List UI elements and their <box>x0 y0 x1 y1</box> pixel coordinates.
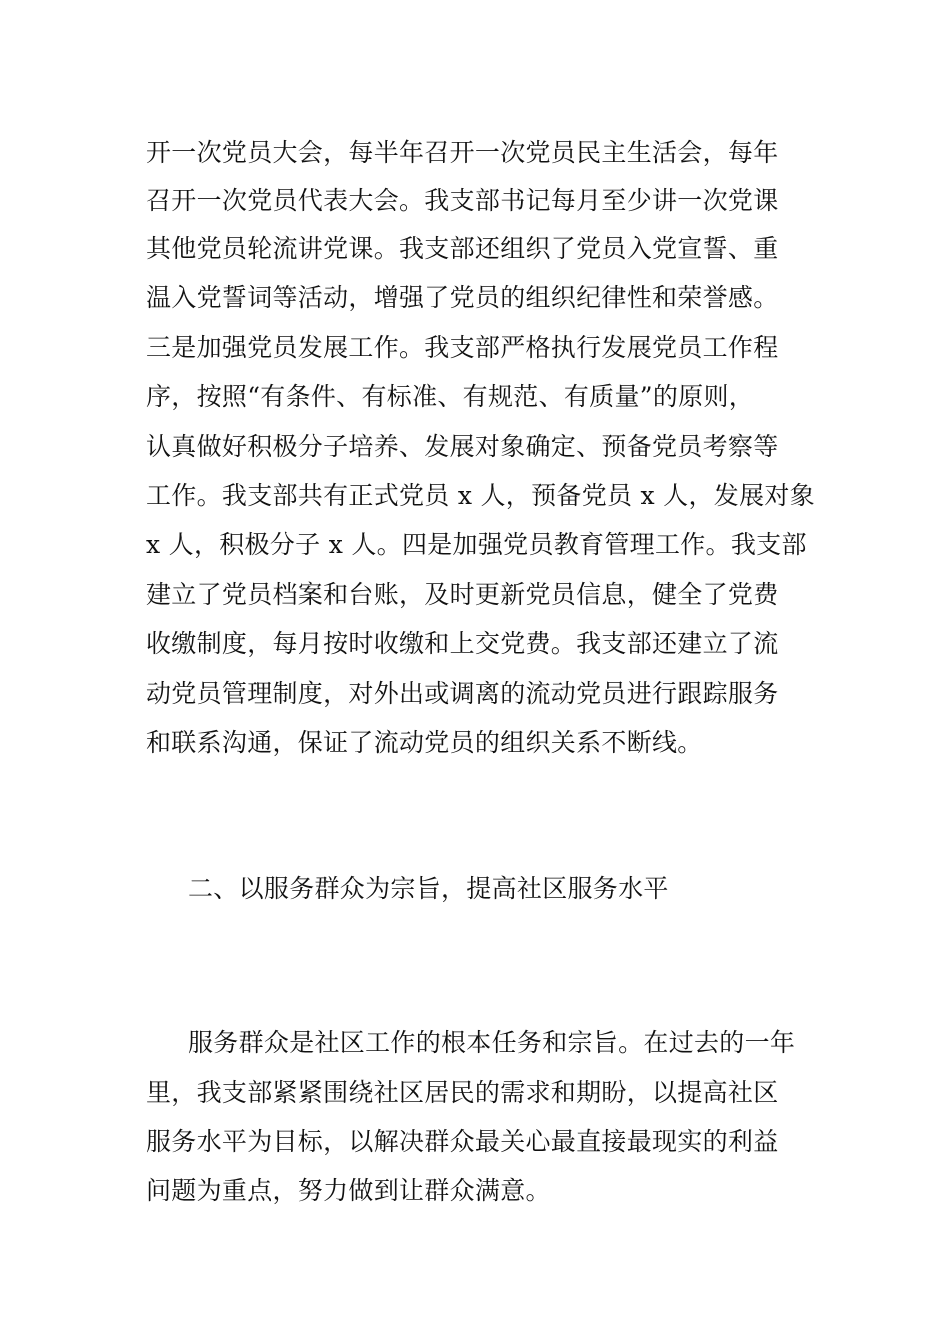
paragraph-1-line-10: 建立了党员档案和台账，及时更新党员信息，健全了党费 <box>146 580 779 609</box>
paragraph-2-line-3: 服务水平为目标，以解决群众最关心最直接最现实的利益 <box>146 1127 779 1156</box>
paragraph-1-line-13: 和联系沟通，保证了流动党员的组织关系不断线。 <box>146 728 703 757</box>
paragraph-2-line-4: 问题为重点，努力做到让群众满意。 <box>146 1176 551 1205</box>
paragraph-1-line-6: 序，按照“有条件、有标准、有规范、有质量”的原则， <box>146 382 755 411</box>
paragraph-1-line-11: 收缴制度，每月按时收缴和上交党费。我支部还建立了流 <box>146 629 779 658</box>
paragraph-2-line-2: 里，我支部紧紧围绕社区居民的需求和期盼，以提高社区 <box>146 1078 779 1107</box>
paragraph-1-line-12: 动党员管理制度，对外出或调离的流动党员进行跟踪服务 <box>146 679 779 708</box>
paragraph-1-line-7: 认真做好积极分子培养、发展对象确定、预备党员考察等 <box>146 432 779 461</box>
paragraph-1-line-1: 开一次党员大会，每半年召开一次党员民主生活会，每年 <box>146 138 779 167</box>
paragraph-1-line-3: 其他党员轮流讲党课。我支部还组织了党员入党宣誓、重 <box>146 234 779 263</box>
paragraph-1-line-9: x 人，积极分子 x 人。四是加强党员教育管理工作。我支部 <box>146 530 807 559</box>
paragraph-1-line-8: 工作。我支部共有正式党员 x 人，预备党员 x 人，发展对象 <box>146 481 815 510</box>
paragraph-2-line-1: 服务群众是社区工作的根本任务和宗旨。在过去的一年 <box>188 1028 796 1057</box>
paragraph-1-line-5: 三是加强党员发展工作。我支部严格执行发展党员工作程 <box>146 333 779 362</box>
paragraph-1-line-4: 温入党誓词等活动，增强了党员的组织纪律性和荣誉感。 <box>146 283 779 312</box>
section-heading: 二、以服务群众为宗旨，提高社区服务水平 <box>188 874 669 903</box>
paragraph-1-line-2: 召开一次党员代表大会。我支部书记每月至少讲一次党课 <box>146 186 779 215</box>
